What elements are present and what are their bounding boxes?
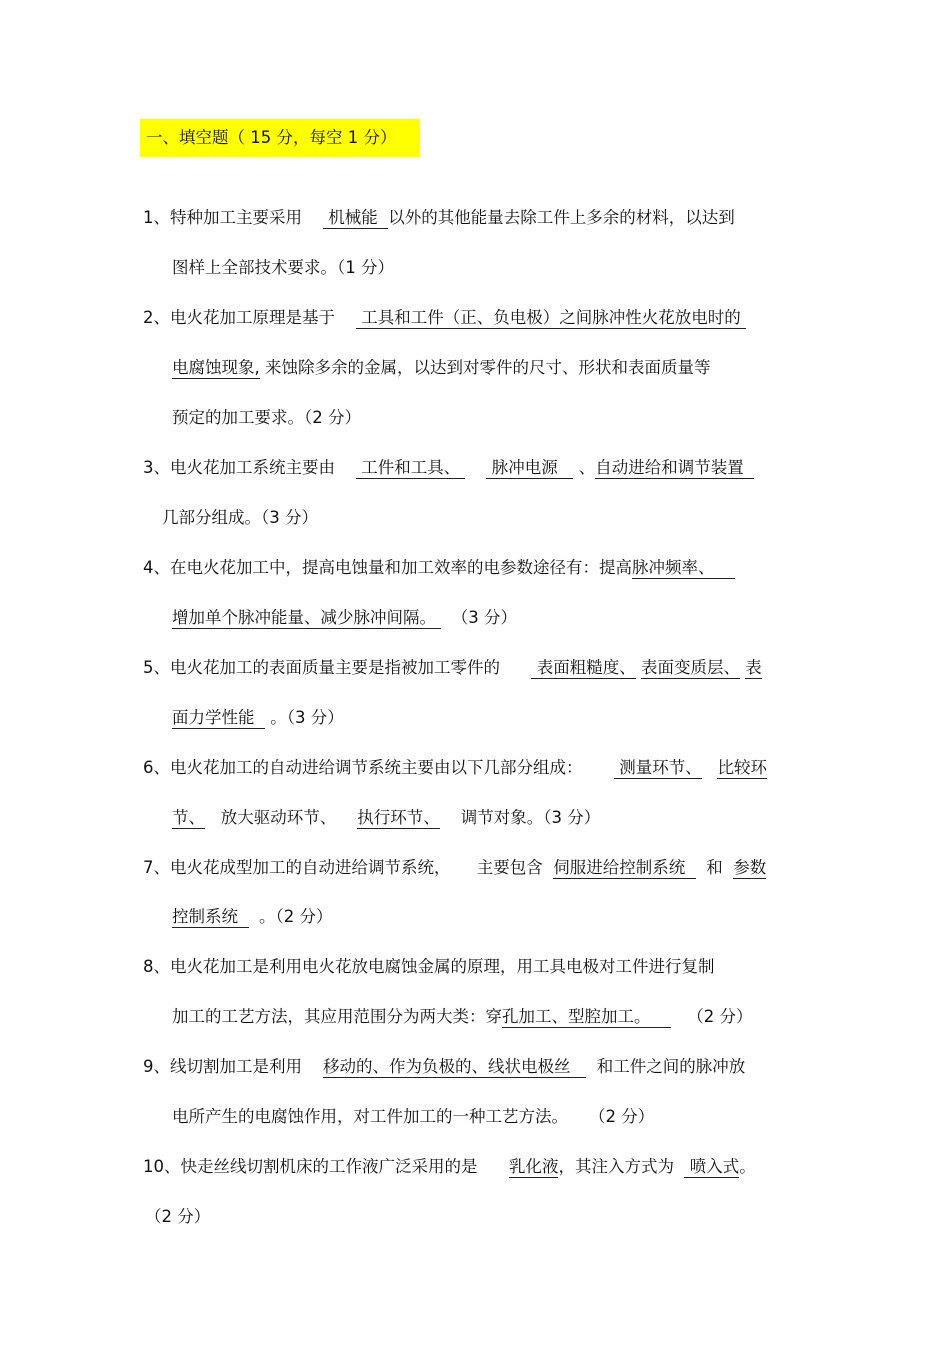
q5-answer-1: 表面粗糙度、	[531, 658, 636, 677]
q5-answer-2: 表面变质层、	[640, 658, 740, 677]
q3-answer-3: 自动进给和调节装置	[595, 458, 755, 477]
q3-line-2: 几部分组成。（3 分）	[162, 508, 318, 527]
section-heading: 一、填空题（ 15 分，每空 1 分）	[140, 119, 420, 157]
q7-answer-2a: 参数	[733, 858, 767, 877]
q7-answer-1: 伺服进给控制系统	[553, 858, 696, 877]
q4-answer-1: 脉冲频率、	[632, 558, 736, 577]
q8-answer-1: 孔加工、型腔加工。	[502, 1007, 672, 1026]
q4-answer-2: 增加单个脉冲能量、减少脉冲间隔。	[172, 608, 442, 627]
q9-line-2: 电所产生的电腐蚀作用，对工件加工的一种工艺方法。 （2 分）	[172, 1107, 655, 1126]
q7-answer-2b: 控制系统	[172, 907, 249, 926]
q8-line-1: 8、电火花加工是利用电火花放电腐蚀金属的原理，用工具电极对工件进行复制	[143, 957, 715, 976]
q5-line-2: 面力学性能 。（3 分）	[172, 708, 344, 727]
q7-line-2: 控制系统 。（2 分）	[172, 907, 333, 926]
q1-line-2: 图样上全部技术要求。（1 分）	[172, 258, 394, 277]
q2-answer-2: 电腐蚀现象,	[172, 358, 260, 377]
q5-line-1: 5、电火花加工的表面质量主要是指被加工零件的 表面粗糙度、 表面变质层、 表	[143, 658, 762, 677]
q3-answer-1: 工件和工具、	[355, 458, 466, 477]
q8-line-2: 加工的工艺方法，其应用范围分为两大类：穿孔加工、型腔加工。 （2 分）	[172, 1007, 753, 1026]
q4-line-1: 4、在电火花加工中，提高电蚀量和加工效率的电参数途径有：提高脉冲频率、	[143, 558, 736, 577]
q6-line-2: 节、 放大驱动环节、 执行环节、 调节对象。（3 分）	[172, 808, 601, 827]
q3-answer-2: 脉冲电源	[486, 458, 574, 477]
q9-line-1: 9、线切割加工是利用 移动的、作为负极的、线状电极丝 和工件之间的脉冲放	[143, 1057, 746, 1076]
q2-answer-1: 工具和工件（正、负电极）之间脉冲性火花放电时的	[355, 308, 746, 327]
q2-line-1: 2、电火花加工原理是基于 工具和工件（正、负电极）之间脉冲性火花放电时的	[143, 308, 746, 327]
q10-answer-2: 喷入式	[684, 1157, 740, 1176]
q6-answer-2a: 比较环	[717, 758, 767, 777]
q10-line-2: （2 分）	[145, 1207, 211, 1226]
q6-answer-1: 测量环节、	[613, 758, 702, 777]
q2-line-2: 电腐蚀现象, 来蚀除多余的金属，以达到对零件的尺寸、形状和表面质量等	[172, 358, 711, 377]
q7-line-1: 7、电火花成型加工的自动进给调节系统， 主要包含 伺服进给控制系统 和 参数	[143, 858, 767, 877]
q9-answer-1: 移动的、作为负极的、线状电极丝	[322, 1057, 587, 1076]
q6-answer-3: 执行环节、	[357, 808, 440, 827]
q10-answer-1: 乳化液	[508, 1157, 559, 1176]
q10-line-1: 10、快走丝线切割机床的工作液广泛采用的是 乳化液，其注入方式为 喷入式。	[143, 1157, 756, 1176]
q1-answer-1: 机械能	[322, 208, 389, 227]
q6-answer-2b: 节、	[172, 808, 205, 827]
q5-answer-3a: 表	[745, 658, 762, 677]
q4-line-2: 增加单个脉冲能量、减少脉冲间隔。 （3 分）	[172, 608, 517, 627]
q1-line-1: 1、特种加工主要采用 机械能 以外的其他能量去除工件上多余的材料，以达到	[143, 208, 735, 227]
q5-answer-3b: 面力学性能	[172, 708, 265, 727]
q2-line-3: 预定的加工要求。（2 分）	[172, 408, 361, 427]
q3-line-1: 3、电火花加工系统主要由 工件和工具、 脉冲电源 、自动进给和调节装置	[143, 458, 755, 477]
q6-line-1: 6、电火花加工的自动进给调节系统主要由以下几部分组成： 测量环节、 比较环	[143, 758, 767, 777]
